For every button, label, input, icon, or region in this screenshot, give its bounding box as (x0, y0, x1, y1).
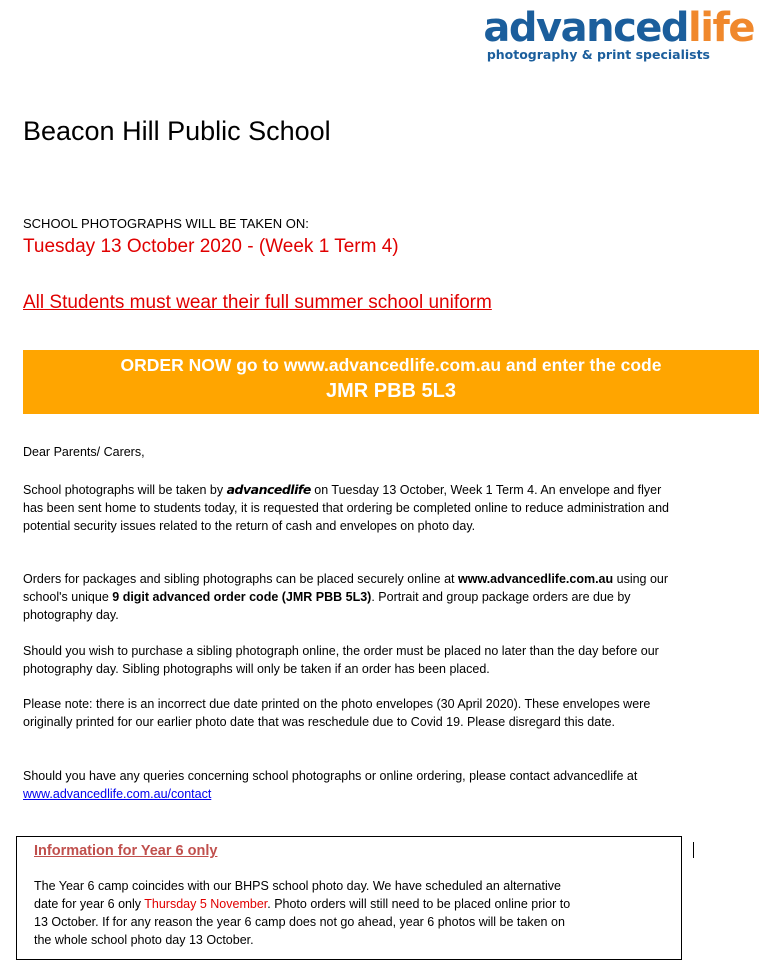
order-code-inline: 9 digit advanced order code (JMR PBB 5L3) (112, 590, 372, 604)
uniform-notice: All Students must wear their full summer school uniform (23, 292, 492, 313)
paragraph-photo-day (23, 481, 683, 535)
order-code: JMR PBB 5L3 (325, 380, 457, 402)
paragraph-contact-text: Should you have any queries concerning school photographs or online ordering, please contact advancedlife at (23, 769, 638, 783)
paragraph-sibling: Should you wish to purchase a sibling photograph online, the order must be placed no later than the day before our photography day. Sibling photographs will only be taken if an order has been placed. (23, 644, 659, 676)
year6-info-box (16, 836, 682, 960)
order-website: www.advancedlife.com.au (458, 572, 614, 586)
logo-wordmark (454, 6, 754, 50)
year6-paragraph (34, 877, 584, 949)
order-instruction: ORDER NOW go to www.advancedlife.com.au and enter the code (120, 355, 662, 375)
inline-brand-name: advancedlife (226, 482, 311, 497)
greeting: Dear Parents/ Carers, (23, 445, 145, 459)
contact-link[interactable]: www.advancedlife.com.au/contact (23, 787, 212, 801)
logo-word-life: life (688, 5, 754, 51)
order-now-banner (23, 350, 759, 414)
year6-text-start: The Year 6 camp coincides with our BHPS school photo day. We have scheduled an alternative date for year 6 only (34, 879, 561, 911)
paragraph-ordering-end: . Portrait and group package orders are due by photography day. (23, 590, 631, 622)
photo-date: Tuesday 13 October 2020 - (Week 1 Term 4) (23, 236, 399, 257)
paragraph-ordering (23, 570, 683, 624)
logo-word-advanced: advanced (483, 5, 689, 51)
logo-tagline: photography & print specialists (486, 47, 710, 62)
paragraph-envelope-note: Please note: there is an incorrect due date printed on the photo envelopes (30 April 2020). These envelopes were originally printed for our earlier photo date that was reschedule due to Covid 19. Please disregard this date. (23, 697, 651, 729)
paragraph-photo-day-start: School photographs will be taken by (23, 483, 227, 497)
paragraph-ordering-middle: using our school's unique (23, 572, 669, 604)
advancedlife-logo (454, 6, 754, 62)
paragraph-contact (23, 767, 683, 803)
paragraph-photo-day-rest: on Tuesday 13 October, Week 1 Term 4. An envelope and flyer has been sent home to students today, it is requested that ordering be completed online to reduce administration and potential security issues related to the return of cash and envelopes on photo day. (23, 483, 670, 533)
year6-heading: Information for Year 6 only (34, 843, 218, 859)
photos-taken-label: SCHOOL PHOTOGRAPHS WILL BE TAKEN ON: (23, 216, 309, 231)
text-cursor (693, 842, 694, 858)
paragraph-ordering-start: Orders for packages and sibling photographs can be placed securely online at (23, 572, 458, 586)
year6-text-end: . Photo orders will still need to be placed online prior to 13 October. If for any reason the year 6 camp does not go ahead, year 6 photos will be taken on the whole school photo day 13 October. (34, 897, 571, 947)
school-name: Beacon Hill Public School (23, 116, 331, 146)
year6-alternative-date: Thursday 5 November (144, 897, 268, 911)
